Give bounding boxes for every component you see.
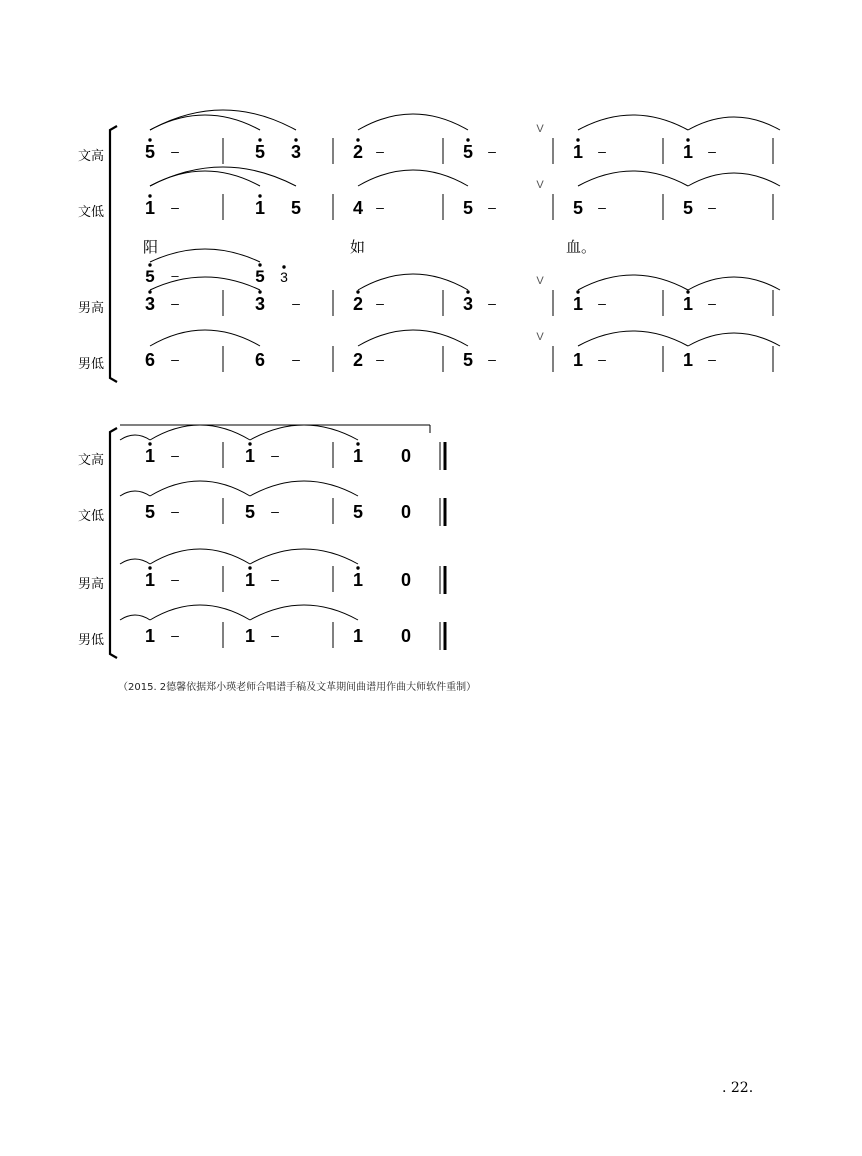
octave-dot (356, 566, 359, 569)
octave-dot (258, 194, 261, 197)
note: 5 (144, 142, 156, 162)
slur (120, 559, 150, 564)
note: 2 (352, 294, 364, 314)
octave-dot (258, 290, 261, 293)
octave-dot (294, 138, 297, 141)
octave-dot (466, 138, 469, 141)
note: 1 (352, 570, 364, 590)
note: 3 (290, 142, 302, 162)
slur (150, 277, 260, 290)
dash: – (708, 143, 716, 159)
note: 5 (244, 502, 256, 522)
dash: – (376, 199, 384, 215)
octave-dot (466, 290, 469, 293)
dash: – (171, 268, 179, 283)
dash: – (171, 627, 179, 643)
dash: – (171, 143, 179, 159)
dash: – (171, 295, 179, 311)
octave-dot (576, 138, 579, 141)
note: 6 (144, 350, 156, 370)
part-label-soprano-2: 文高 (78, 453, 105, 468)
note: 1 (682, 350, 694, 370)
lyric-3: 血。 (566, 238, 597, 256)
octave-dot (576, 290, 579, 293)
note: 1 (572, 294, 584, 314)
note: 1 (682, 142, 694, 162)
note: 4 (352, 198, 364, 218)
note: 5 (145, 267, 155, 286)
slur (150, 330, 260, 346)
part-label-tenor-2: 男高 (78, 577, 105, 592)
note: 0 (400, 626, 412, 646)
breath-mark: V (536, 179, 544, 191)
dash: – (171, 199, 179, 215)
slur (688, 173, 780, 186)
note: 5 (255, 267, 265, 286)
octave-dot (148, 194, 151, 197)
slur (150, 110, 296, 130)
note: 1 (144, 198, 156, 218)
dash: – (708, 199, 716, 215)
note: 5 (254, 142, 266, 162)
slur (250, 481, 358, 496)
note: 1 (572, 142, 584, 162)
note: 3 (462, 294, 474, 314)
note: 1 (244, 446, 256, 466)
dash: – (488, 143, 496, 159)
slur (578, 331, 688, 346)
slur (358, 274, 468, 290)
arrangement-credit: （2015. 2德馨依据郑小瑛老师合唱谱手稿及文革期间曲谱用作曲大师软件重制） (118, 682, 477, 693)
octave-dot (258, 138, 261, 141)
octave-dot (148, 263, 151, 266)
dash: – (598, 351, 606, 367)
part-label-alto-2: 文低 (78, 509, 105, 524)
lyric-2: 如 (350, 238, 366, 256)
system1-brace (110, 126, 117, 382)
dash: – (271, 447, 279, 463)
slur (578, 275, 688, 290)
dash: – (488, 295, 496, 311)
slur (150, 605, 250, 620)
slur (120, 615, 150, 620)
system2-brace (110, 428, 117, 658)
part-label-bass-2: 男低 (78, 633, 105, 648)
note: 2 (352, 350, 364, 370)
note: 5 (144, 502, 156, 522)
part-label-tenor-1: 男高 (78, 301, 105, 316)
octave-dot (356, 138, 359, 141)
note: 3 (280, 269, 288, 285)
slur (150, 249, 260, 262)
octave-dot (282, 265, 285, 268)
slur (578, 171, 688, 186)
dash: – (292, 351, 300, 367)
dash: – (376, 143, 384, 159)
breath-mark: V (536, 275, 544, 287)
dash: – (598, 295, 606, 311)
note: 6 (254, 350, 266, 370)
note: 1 (682, 294, 694, 314)
dash: – (171, 351, 179, 367)
octave-dot (148, 566, 151, 569)
dash: – (171, 447, 179, 463)
note: 1 (254, 198, 266, 218)
slur (358, 114, 468, 130)
slur (688, 277, 780, 290)
slur (150, 425, 250, 440)
octave-dot (356, 442, 359, 445)
note: 5 (352, 502, 364, 522)
dash: – (171, 503, 179, 519)
note: 1 (244, 570, 256, 590)
note: 0 (400, 446, 412, 466)
note: 3 (254, 294, 266, 314)
slur (150, 481, 250, 496)
note: 5 (290, 198, 302, 218)
lyric-1: 阳 (143, 238, 159, 256)
dash: – (598, 199, 606, 215)
part-label-soprano-1: 文高 (78, 149, 105, 164)
dash: – (598, 143, 606, 159)
note: 1 (144, 446, 156, 466)
dash: – (376, 295, 384, 311)
note: 3 (144, 294, 156, 314)
note: 5 (462, 142, 474, 162)
slur (250, 605, 358, 620)
part-label-bass-1: 男低 (78, 357, 105, 372)
dash: – (488, 199, 496, 215)
page-number: . 22. (722, 1080, 754, 1096)
dash: – (271, 571, 279, 587)
slur (120, 491, 150, 496)
part-label-alto-1: 文低 (78, 205, 105, 220)
note: 2 (352, 142, 364, 162)
dash: – (376, 351, 384, 367)
octave-dot (148, 442, 151, 445)
note: 1 (144, 570, 156, 590)
octave-dot (686, 138, 689, 141)
note: 1 (352, 446, 364, 466)
slur (688, 117, 780, 130)
octave-dot (248, 566, 251, 569)
note: 0 (400, 570, 412, 590)
slur (150, 167, 296, 186)
note: 1 (244, 626, 256, 646)
octave-dot (148, 290, 151, 293)
slur (250, 425, 358, 440)
slur (358, 330, 468, 346)
note: 5 (682, 198, 694, 218)
dash: – (271, 503, 279, 519)
breath-mark: V (536, 123, 544, 135)
note: 1 (352, 626, 364, 646)
slur (688, 333, 780, 346)
note: 5 (462, 198, 474, 218)
slur (358, 170, 468, 186)
slur (250, 549, 358, 564)
octave-dot (248, 442, 251, 445)
dash: – (292, 295, 300, 311)
dash: – (488, 351, 496, 367)
octave-dot (258, 263, 261, 266)
dash: – (708, 351, 716, 367)
dash: – (708, 295, 716, 311)
note: 1 (572, 350, 584, 370)
note: 5 (572, 198, 584, 218)
slur (120, 435, 150, 440)
dash: – (171, 571, 179, 587)
dash: – (271, 627, 279, 643)
note: 5 (462, 350, 474, 370)
slur (150, 549, 250, 564)
octave-dot (686, 290, 689, 293)
note: 1 (144, 626, 156, 646)
slur (578, 115, 688, 130)
octave-dot (148, 138, 151, 141)
breath-mark: V (536, 331, 544, 343)
octave-dot (356, 290, 359, 293)
note: 0 (400, 502, 412, 522)
